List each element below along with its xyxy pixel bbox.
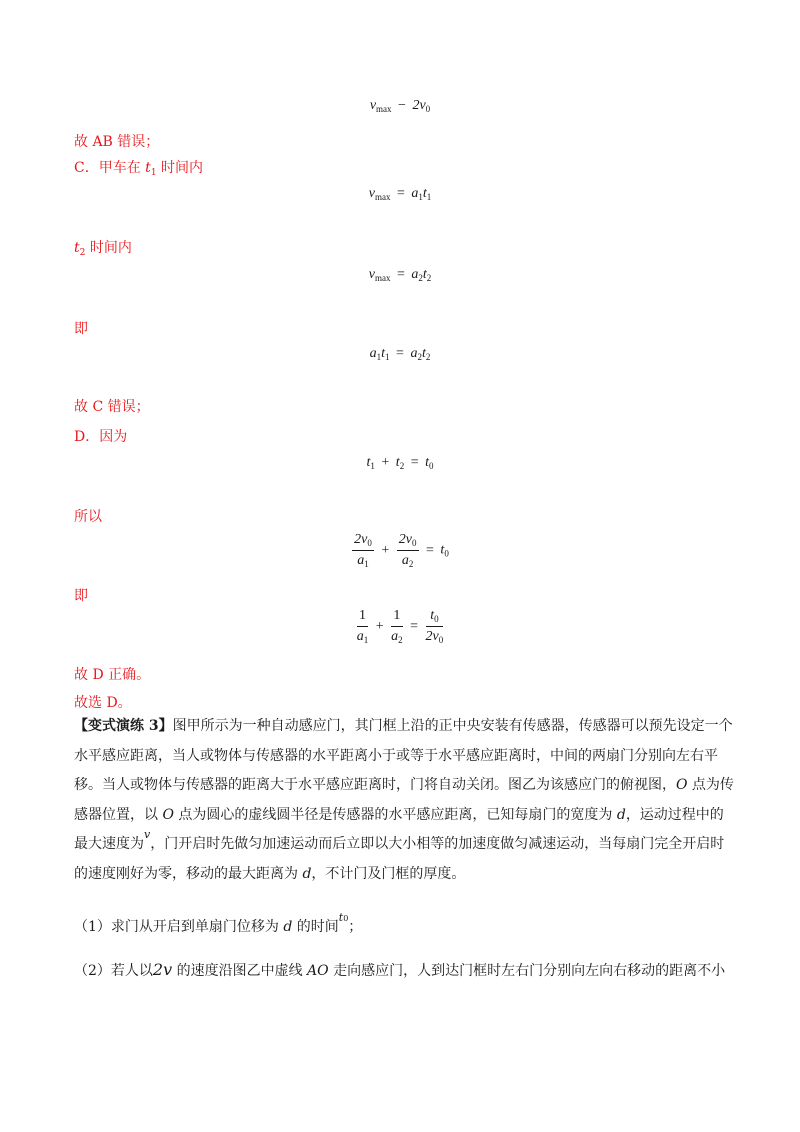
eq-op: = [426,542,434,558]
eq-sub: 1 [376,352,382,362]
suoyi-line: 所以 [74,509,102,525]
eq-sub: 0 [434,614,439,624]
q1-mid: 的时间 [292,919,339,935]
problem-tag: 【变式演练 3】 [74,718,173,734]
eq-op: = [396,267,405,282]
eq-sub: 1 [418,192,423,202]
c-suffix: 时间内 [156,160,203,176]
eq-sub: 0 [444,548,449,559]
frac-den: a [356,629,364,644]
fraction [391,608,403,645]
eq-sub: max [376,104,392,114]
fraction [397,532,419,569]
frac-den: a [391,629,399,644]
frac-num: 2v [398,532,413,547]
eq-var: t [440,542,445,558]
c-prefix: C．甲车在 [74,160,146,176]
frac-num: 2v [354,532,368,547]
equation-a1t1-a2t2 [0,346,800,362]
problem-paragraph [74,712,734,889]
eq-op: = [410,455,419,470]
problem-text: ，运动过程中的最大速度为 [74,806,724,852]
eq-var: t [422,267,427,282]
ji-line-1: 即 [74,321,88,337]
eq-sub: 2 [425,352,431,362]
fraction [426,608,444,645]
eq-op: + [381,455,390,470]
frac-den: 2v [425,629,439,644]
var-d: d [302,865,312,882]
eq-sub: 0 [438,635,444,645]
var-ao: AO [307,963,329,979]
eq-sub: 0 [428,461,434,471]
eq-sub: 2 [417,352,422,362]
eq-var: v [368,267,375,282]
frac-den: a [401,553,409,568]
problem-text: 图甲所示为一种自动感应门，其门框上沿的正中央安装有传感器，传感器可以预先设定一个水平感应距离，当人或物体与传感器的水平距离小于或等于水平感应距离时，中间的两扇门分别向左右平移。当人或物体与传感器的距离大于水平感应距离时，门将自动关闭。图乙为该感应门的俯视图， [74,718,733,793]
eq-sub: 2 [418,273,423,283]
equation-fractions-t0 [0,532,800,569]
frac-den: a [357,553,365,568]
var-2v: 2v [152,960,173,979]
fraction [352,532,374,569]
eq-var: v [369,98,377,113]
frac-num: 1 [357,608,369,627]
q2-prefix: （2）若人以 [74,963,153,979]
q1-end: ； [348,919,363,935]
eq-sub: 2 [426,273,432,283]
problem-text: ，不计门及门框的厚度。 [311,865,466,882]
eq-sub: 2 [408,559,414,569]
eq-sub: max [374,192,391,202]
var-v: v [144,828,151,841]
var-d: d [616,806,626,823]
eq-sub: 0 [367,538,372,548]
frac-num: t [430,608,435,623]
ab-wrong-line: 故 AB 错误； [74,134,160,150]
eq-var: 2v [412,98,426,113]
frac-num: 1 [391,608,403,627]
eq-sub: 1 [385,352,390,362]
eq-sub: 2 [398,635,403,645]
eq-var: a [410,346,418,361]
c-line [74,157,203,178]
var-t0-sub: 0 [343,914,349,923]
t2-line [74,237,132,258]
eq-var: a [411,186,419,201]
eq-sub: 1 [370,461,375,471]
eq-op: − [398,98,406,113]
eq-sub: 1 [364,559,369,569]
var-t0: t [338,911,344,924]
question-1 [74,911,363,936]
eq-var: v [368,186,375,201]
eq-var: t [395,455,400,470]
eq-op: = [396,186,405,201]
var-o: O [676,777,688,793]
problem-text: ，门开启时先做匀加速运动而后立即以大小相等的加速度做匀减速运动，当每扇门完全开启时的速度刚好为零，移动的最大距离为 [74,836,725,882]
eq-var: t [425,455,429,470]
eq-var: t [366,455,371,470]
eq-sub: 2 [399,461,405,471]
q1-prefix: （1）求门从开启到单扇门位移为 [74,919,284,935]
question-2 [74,960,725,980]
q2-end: 走向感应门，人到达门框时左右门分别向左向右移动的距离不小 [328,963,726,979]
eq-var: t [381,346,386,361]
eq-sub: 0 [412,538,417,548]
eq-op: = [396,346,404,361]
eq-sub: 1 [426,192,432,202]
ji-line-2: 即 [74,588,88,604]
d-because-line: D．因为 [74,429,128,445]
problem-text: 点为传感器位置，以 [74,777,734,823]
eq-sub: 0 [425,104,431,114]
t2-suffix: 时间内 [85,240,132,256]
t2-sub: 2 [79,248,86,258]
t2-t: t [74,240,80,256]
eq-op: + [375,618,384,634]
eq-var: t [421,346,426,361]
eq-var: a [411,267,419,282]
c-wrong-line: 故 C 错误； [74,399,150,415]
choose-d-line: 故选 D。 [74,695,132,711]
eq-op: = [410,618,419,634]
equation-vmax-a1t1 [0,186,800,202]
var-d: d [283,919,293,935]
equation-vmax-2v0 [0,98,800,114]
equation-vmax-a2t2 [0,267,800,283]
c-t: t [145,160,151,176]
equation-t1-t2-t0 [0,455,800,471]
equation-reciprocal-sum [0,608,800,645]
d-correct-line: 故 D 正确。 [74,667,151,683]
eq-op: + [381,542,390,558]
eq-sub: 1 [363,635,369,645]
c-sub: 1 [150,168,157,178]
var-o: O [162,806,174,823]
problem-text: 点为圆心的虚线圆半径是传感器的水平感应距离，已知每扇门的宽度为 [173,806,617,823]
q2-mid: 的速度沿图乙中虚线 [172,963,308,979]
eq-var: a [369,346,377,361]
eq-sub: max [374,273,391,283]
fraction [357,608,369,645]
eq-var: t [422,186,427,201]
